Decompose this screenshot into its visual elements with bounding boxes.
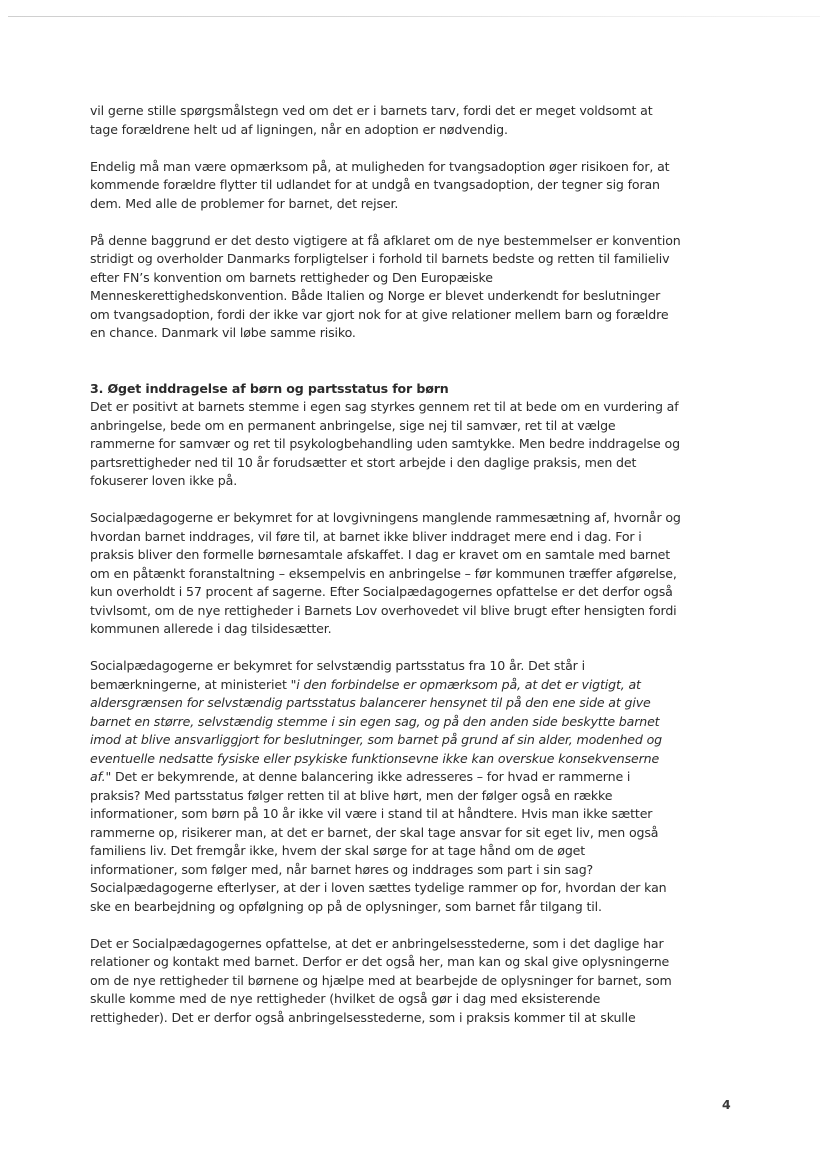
text-line: om tvangsadoption, fordi der ikke var gjort nok for at give relationer mellem barn og forældre [90,306,669,322]
paragraph-involvement-concern [90,509,750,639]
page-number: 4 [722,1097,731,1112]
quote-line: imod at blive ansvarliggjort for beslutninger, som barnet på grund af sin alder, modenhed og [90,732,662,747]
text-line: kommende forældre flytter til udlandet for at undgå en tvangsadoption, der tegner sig foran [90,177,660,192]
text-line: Det er Socialpædagogernes opfattelse, at det er anbringelsesstederne, som i det daglige har [90,935,664,951]
text-line: rammerne op, risikerer man, at det er barnet, der skal tage ansvar for sit eget liv, men også [90,824,659,840]
text-line [90,676,750,695]
text-line: fokuserer loven ikke på. [90,473,238,488]
text-line: Socialpædagogerne efterlyser, at der i loven sættes tydelige rammer op for, hvordan der kan [90,880,667,895]
text-line: På denne baggrund er det desto vigtigere at få afklaret om de nye bestemmelser er konvention [90,232,681,248]
paragraph-best-interest [90,102,750,139]
text-line: partsrettigheder ned til 10 år forudsætter et stort arbejde i den daglige praksis, men det [90,454,637,470]
text-line: kommunen allerede i dag tilsidesætter. [90,621,332,636]
text-line: dem. Med alle de problemer for barnet, det rejser. [90,195,399,211]
quote-line: aldersgrænsen for selvstændig partsstatus balancerer hensynet til på den ene side at give [90,695,651,710]
text-line: praksis? Med partsstatus følger retten til at blive hørt, men der følger også en række [90,787,613,803]
text-line: skulle komme med de nye rettigheder (hvilket de også gør i dag med eksisterende [90,991,601,1006]
paragraph-relocation-risk [90,158,750,214]
text-line: Menneskerettighedskonvention. Både Italien og Norge er blevet underkendt for beslutninger [90,288,661,303]
text-line: tage forældrene helt ud af ligningen, når en adoption er nødvendig. [90,121,508,137]
quote-text: af." [90,769,112,784]
text-line: tvivlsomt, om de nye rettigheder i Barnets Lov overhovedet vil blive brugt efter hensigten fordi [90,602,677,618]
text-span: bemærkningerne, at ministeriet [90,676,291,692]
text-line: en chance. Danmark vil løbe samme risiko. [90,325,356,340]
text-line: om en påtænkt foranstaltning – eksempelvis en anbringelse – før kommunen træffer afgørelse, [90,565,677,581]
text-span: Det er bekymrende, at denne balancering ikke adresseres – for hvad er rammerne i [111,769,631,784]
text-line: vil gerne stille spørgsmålstegn ved om det er i barnets tarv, fordi det er meget voldsomt at [90,103,653,118]
text-line: efter FN’s konvention om barnets rettigheder og Den Europæiske [90,269,493,285]
text-line: Endelig må man være opmærksom på, at muligheden for tvangsadoption øger risikoen for, at [90,158,670,174]
text-line: rettigheder). Det er derfor også anbringelsesstederne, som i praksis kommer til at skulle [90,1009,636,1025]
quote-line: eventuelle nedsatte fysiske eller psykiske funktionsevne ikke kan overskue konsekvenserne [90,750,660,766]
text-line: Det er positivt at barnets stemme i egen sag styrkes gennem ret til at bede om en vurdering af [90,399,679,414]
text-line: informationer, som følger med, når barnet høres og inddrages som part i sin sag? [90,861,594,877]
section-3-intro [90,380,750,491]
text-line: ske en bearbejdning og opfølgning op på de oplysninger, som barnet får tilgang til. [90,898,602,914]
paragraph-party-status [90,657,750,916]
text-line: familiens liv. Det fremgår ikke, hvem der skal sørge for at tage hånd om de øget [90,843,586,858]
paragraph-convention-compliance [90,232,750,343]
quote-text: "i den forbindelse er opmærksom på, at det er vigtigt, at [290,676,641,692]
header-rule [8,16,820,17]
text-line: anbringelse, bede om en permanent anbringelse, sige nej til samvær, ret til at vælge [90,417,616,433]
text-line: hvordan barnet inddrages, vil føre til, at barnet ikke bliver inddraget mere end i dag. For i [90,528,642,544]
paragraph-placement-sites [90,935,750,1028]
spacer [90,361,750,380]
text-line: om de nye rettigheder til børnene og hjælpe med at bearbejde de oplysninger for barnet, som [90,972,672,988]
text-line: stridigt og overholder Danmarks forpligtelser i forhold til barnets bedste og retten til familieliv [90,251,670,266]
text-line: informationer, som børn på 10 år ikke vil være i stand til at håndtere. Hvis man ikke sætter [90,806,653,821]
text-line: Socialpædagogerne er bekymret for selvstændig partsstatus fra 10 år. Det står i [90,658,585,673]
text-line: relationer og kontakt med barnet. Derfor er det også her, man kan og skal give oplysningerne [90,954,670,969]
section-heading: 3. Øget inddragelse af børn og partsstatus for børn [90,380,449,396]
text-line: kun overholdt i 57 procent af sagerne. Efter Socialpædagogernes opfattelse er det derfor også [90,584,673,599]
text-line [90,768,750,787]
text-line: Socialpædagogerne er bekymret for at lovgivningens manglende rammesætning af, hvornår og [90,510,681,525]
document-body [90,102,750,1046]
text-line: rammerne for samvær og ret til psykologbehandling uden samtykke. Men bedre inddragelse og [90,436,680,451]
quote-line: barnet en større, selvstændig stemme i sin egen sag, og på den anden side beskytte barnet [90,713,660,729]
text-line: praksis bliver den formelle børnesamtale afskaffet. I dag er kravet om en samtale med barnet [90,547,671,562]
